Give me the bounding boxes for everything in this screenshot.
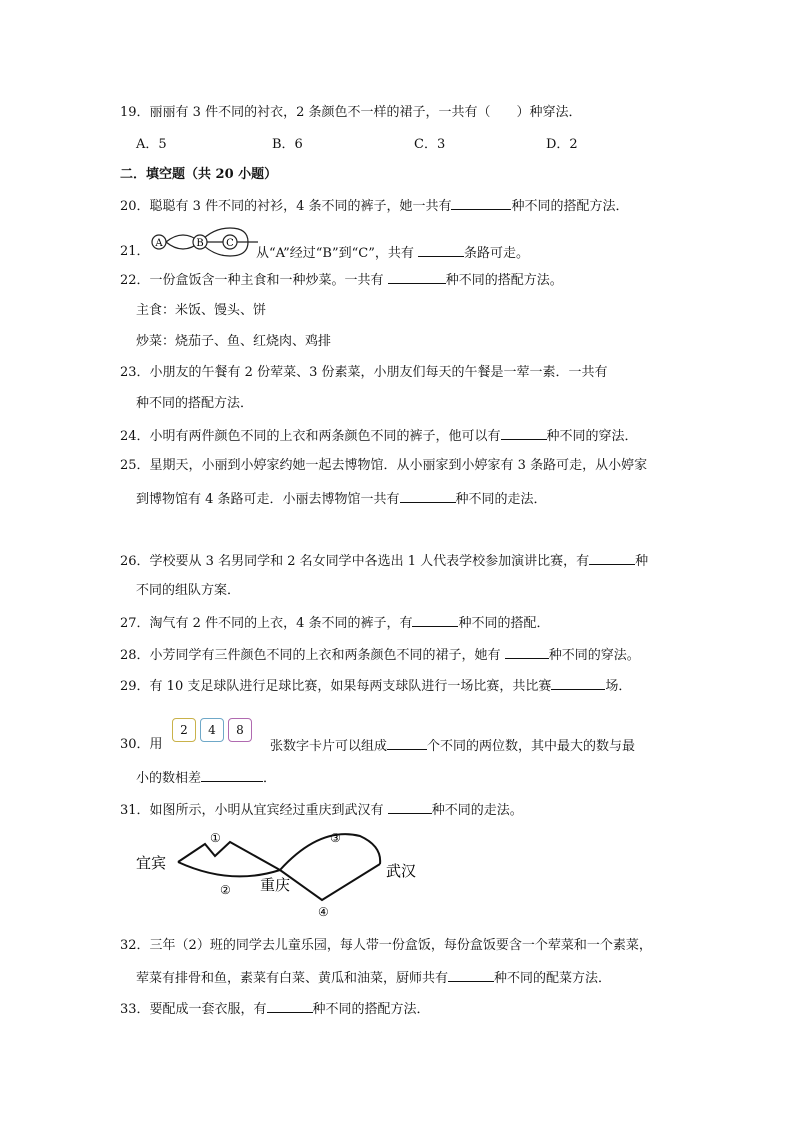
question-28-text-after: 种不同的穿法。 [548, 648, 640, 663]
node-c-label: C [226, 238, 234, 249]
question-22-text-after: 种不同的搭配方法。 [445, 273, 563, 288]
route-3-label: ③ [330, 831, 341, 845]
route-2-label: ② [220, 883, 231, 897]
question-19-option-a: A．5 [136, 137, 167, 152]
question-21-body [256, 243, 529, 263]
number-card-8: 8 [228, 718, 252, 742]
question-30-line-1 [270, 736, 635, 756]
question-30-text-middle-after: 个不同的两位数，其中最大的数与最 [427, 739, 636, 754]
city-wuhan: 武汉 [386, 862, 417, 880]
question-24-text-before: 24．小明有两件颜色不同的上衣和两条颜色不同的裤子，他可以有 [120, 429, 501, 444]
question-25-line-2 [136, 489, 547, 509]
number-card-2: 2 [172, 718, 196, 742]
question-22-dishes: 炒菜：烧茄子、鱼、红烧肉、鸡排 [136, 334, 332, 349]
city-yibin: 宜宾 [136, 854, 167, 872]
answer-blank-26[interactable] [589, 551, 635, 565]
question-29-text-after: 场． [605, 679, 632, 694]
question-20-text-before: 20．聪聪有 3 件不同的衬衫，4 条不同的裤子，她一共有 [120, 199, 452, 214]
answer-blank-28[interactable] [505, 645, 549, 659]
question-26-line-2: 不同的组队方案． [136, 583, 241, 598]
question-32-line-2 [136, 968, 611, 988]
answer-blank-31[interactable] [388, 800, 432, 814]
question-29-text-before: 29．有 10 支足球队进行足球比赛，如果每两支球队进行一场比赛，共比赛 [120, 679, 552, 694]
question-31 [120, 800, 523, 820]
question-30-text-middle-before: 张数字卡片可以组成 [270, 739, 388, 754]
question-33-text-before: 33．要配成一套衣服，有 [120, 1002, 267, 1017]
abc-path-diagram [148, 226, 258, 258]
question-29 [120, 676, 631, 696]
question-27-text-after: 种不同的搭配． [458, 616, 550, 631]
question-20-text-after: 种不同的搭配方法． [511, 199, 629, 214]
question-32-line-1: 32．三年（2）班的同学去儿童乐园，每人带一份盒饭，每份盒饭要含一个荤菜和一个素菜， [120, 938, 652, 953]
question-30-line-2-before: 小的数相差 [136, 771, 202, 786]
answer-blank-33[interactable] [267, 999, 313, 1013]
question-22-staple-foods: 主食：米饭、馒头、饼 [136, 303, 267, 318]
answer-blank-30a[interactable] [387, 736, 427, 750]
question-21-text-after: 条路可走。 [464, 246, 530, 261]
question-26-text-after: 种 [635, 554, 649, 569]
question-20 [120, 196, 629, 216]
question-24 [120, 426, 638, 446]
question-23-line-2: 种不同的搭配方法． [136, 396, 254, 411]
question-31-text-before: 31．如图所示，小明从宜宾经过重庆到武汉有 [120, 803, 388, 818]
answer-blank-24[interactable] [501, 426, 547, 440]
answer-blank-32[interactable] [448, 968, 494, 982]
section-title: 二．填空题（共 20 小题） [120, 167, 278, 182]
question-21 [120, 243, 150, 261]
question-33 [120, 999, 430, 1019]
question-22-text-before: 22．一份盒饭含一种主食和一种炒菜。一共有 [120, 273, 388, 288]
question-28 [120, 645, 640, 665]
answer-blank-22[interactable] [388, 270, 446, 284]
route-4-path [280, 864, 380, 900]
question-32-text-after: 种不同的配菜方法． [494, 971, 612, 986]
route-4-label: ④ [318, 905, 329, 919]
question-30-line-2-after: ． [263, 771, 277, 786]
route-map-diagram [130, 826, 430, 922]
answer-blank-29[interactable] [551, 676, 605, 690]
question-19 [120, 104, 581, 122]
question-25-text-before: 到博物馆有 4 条路可走．小丽去博物馆一共有 [136, 492, 400, 507]
question-31-text-after: 种不同的走法。 [431, 803, 523, 818]
question-22 [120, 270, 563, 290]
city-chongqing: 重庆 [260, 876, 291, 894]
answer-blank-21[interactable] [418, 243, 464, 257]
answer-blank-20[interactable] [451, 196, 511, 210]
route-1-path [178, 842, 280, 870]
question-28-text-before: 28．小芳同学有三件颜色不同的上衣和两条颜色不同的裙子，她有 [120, 648, 505, 663]
question-32-text-before: 荤菜有排骨和鱼，素菜有白菜、黄瓜和油菜，厨师共有 [136, 971, 449, 986]
number-cards [172, 718, 256, 742]
question-25-line-1: 25．星期天，小丽到小婷家约她一起去博物馆．从小丽家到小婷家有 3 条路可走，从小婷家 [120, 458, 648, 473]
question-19-option-d: D．2 [546, 137, 578, 152]
question-21-number: 21． [120, 244, 150, 259]
question-25-text-after: 种不同的走法． [455, 492, 547, 507]
node-a-label: A [155, 238, 163, 249]
question-30-prefix: 30．用 [120, 737, 163, 752]
question-23-line-1: 23．小朋友的午餐有 2 份荤菜、3 份素菜，小朋友们每天的午餐是一荤一素．一共有 [120, 365, 608, 380]
answer-blank-27[interactable] [412, 613, 458, 627]
question-26-text-before: 26．学校要从 3 名男同学和 2 名女同学中各选出 1 人代表学校参加演讲比赛，有 [120, 554, 590, 569]
question-19-option-b: B．6 [272, 137, 303, 152]
question-19-text: 19．丽丽有 3 件不同的衬衣，2 条颜色不一样的裙子，一共有（ ）种穿法． [120, 105, 582, 120]
answer-blank-30b[interactable] [201, 768, 263, 782]
route-1-label: ① [210, 831, 221, 845]
question-21-text-before: 从“A”经过“B”到“C”，共有 [256, 246, 418, 261]
question-33-text-after: 种不同的搭配方法． [312, 1002, 430, 1017]
route-2-path [178, 862, 280, 876]
question-27 [120, 613, 550, 633]
question-27-text-before: 27．淘气有 2 件不同的上衣，4 条不同的裤子，有 [120, 616, 413, 631]
question-26-line-1 [120, 551, 648, 571]
question-19-option-c: C．3 [414, 137, 446, 152]
question-24-text-after: 种不同的穿法． [546, 429, 638, 444]
answer-blank-25[interactable] [400, 489, 456, 503]
question-30-line-2 [136, 768, 276, 788]
node-b-label: B [196, 238, 204, 249]
number-card-4: 4 [200, 718, 224, 742]
